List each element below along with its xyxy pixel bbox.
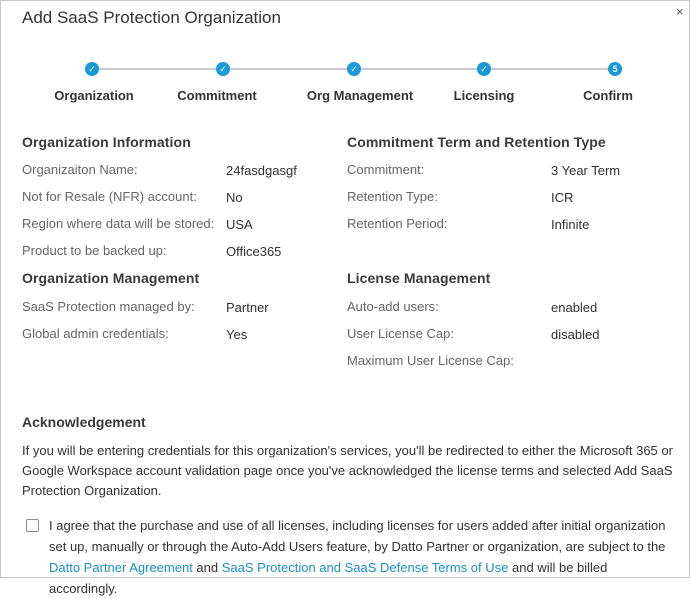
step-connector	[99, 68, 217, 70]
close-icon[interactable]: ×	[676, 4, 684, 19]
datto-partner-agreement-link[interactable]: Datto Partner Agreement	[49, 560, 193, 575]
step-label-commitment[interactable]: Commitment	[177, 88, 257, 103]
global-admin-value: Yes	[226, 327, 248, 342]
step-label-confirm: Confirm	[583, 88, 633, 103]
region-label: Region where data will be stored:	[22, 216, 215, 231]
agree-text-part3: and will be billed accordingly.	[49, 560, 608, 596]
agree-statement	[49, 515, 679, 599]
nfr-label: Not for Resale (NFR) account:	[22, 189, 197, 204]
step-2-check-icon[interactable]: ✓	[216, 62, 230, 76]
region-value: USA	[226, 217, 253, 232]
retention-type-label: Retention Type:	[347, 189, 438, 204]
agree-text-part1: I agree that the purchase and use of all licenses, including licenses for users added after initial organization set up, manually or through the Auto-Add Users feature, by Datto Partner or organization, are subject to the	[49, 518, 666, 554]
step-connector	[230, 68, 348, 70]
step-3-check-icon[interactable]: ✓	[347, 62, 361, 76]
auto-add-label: Auto-add users:	[347, 299, 439, 314]
step-connector	[361, 68, 478, 70]
managed-by-value: Partner	[226, 300, 269, 315]
product-label: Product to be backed up:	[22, 243, 167, 258]
terms-of-use-link[interactable]: SaaS Protection and SaaS Defense Terms of Use	[221, 560, 509, 575]
step-label-organization[interactable]: Organization	[54, 88, 134, 103]
license-cap-value: disabled	[551, 327, 600, 342]
acknowledgement-title: Acknowledgement	[22, 414, 146, 430]
license-cap-label: User License Cap:	[347, 326, 454, 341]
global-admin-label: Global admin credentials:	[22, 326, 169, 341]
step-connector	[491, 68, 609, 70]
step-label-licensing[interactable]: Licensing	[453, 88, 515, 103]
retention-type-value: ICR	[551, 190, 574, 205]
product-value: Office365	[226, 244, 282, 259]
acknowledgement-text: If you will be entering credentials for this organization's services, you'll be redirected to either the Microsoft 365 or Google Workspace account validation page once you've acknowledged the license terms and selected Add SaaS Protection Organization.	[22, 443, 673, 498]
org-management-title: Organization Management	[22, 270, 200, 286]
step-label-org-management[interactable]: Org Management	[306, 88, 414, 103]
retention-period-label: Retention Period:	[347, 216, 448, 231]
dialog-title: Add SaaS Protection Organization	[22, 8, 281, 27]
org-info-title: Organization Information	[22, 134, 191, 150]
license-management-title: License Management	[347, 270, 491, 286]
max-license-cap-label: Maximum User License Cap:	[347, 353, 514, 368]
step-5-number-icon: 5	[608, 62, 622, 76]
managed-by-label: SaaS Protection managed by:	[22, 299, 195, 314]
wizard-stepper	[1, 59, 691, 109]
retention-period-value: Infinite	[551, 217, 590, 232]
auto-add-value: enabled	[551, 300, 598, 315]
step-4-check-icon[interactable]: ✓	[477, 62, 491, 76]
agree-text-part2: and	[192, 560, 222, 575]
org-name-value: 24fasdgasgf	[226, 163, 297, 178]
commitment-value: 3 Year Term	[551, 163, 621, 178]
org-name-label: Organizaiton Name:	[22, 162, 138, 177]
nfr-value: No	[226, 190, 243, 205]
commitment-title: Commitment Term and Retention Type	[347, 134, 606, 150]
step-1-check-icon[interactable]: ✓	[85, 62, 99, 76]
agree-checkbox[interactable]	[26, 519, 39, 532]
commitment-label: Commitment:	[347, 162, 425, 177]
